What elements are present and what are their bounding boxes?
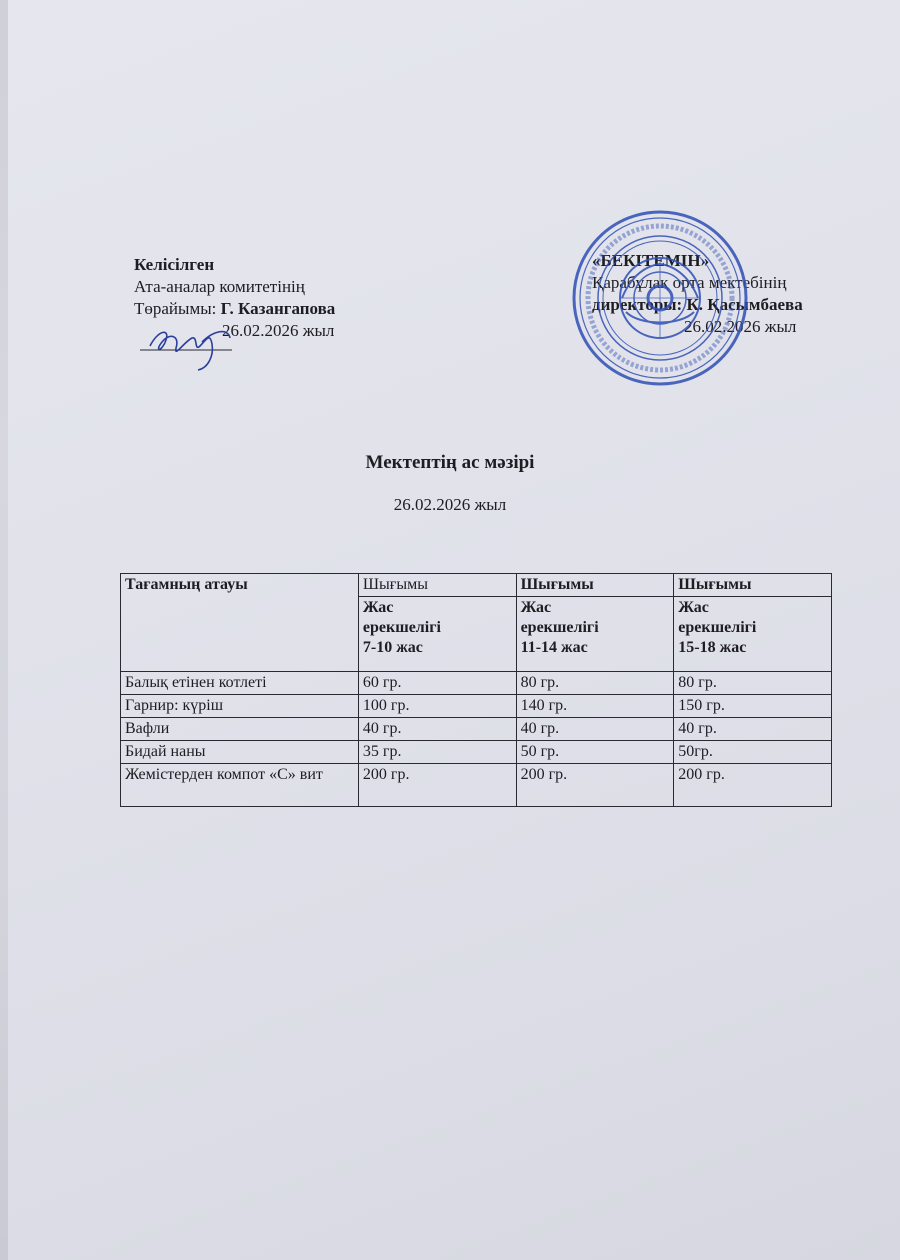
dish-output-11-14: 50 гр. <box>516 741 674 764</box>
dish-output-7-10: 100 гр. <box>358 695 516 718</box>
dish-output-15-18: 50гр. <box>674 741 832 764</box>
table-header-row <box>121 574 832 597</box>
table-row <box>121 718 832 741</box>
dish-output-15-18: 80 гр. <box>674 672 832 695</box>
approval-right-line2: директоры: К. Қасымбаева <box>592 295 803 314</box>
approval-left-role: Төрайымы: <box>134 299 217 318</box>
dish-output-7-10: 60 гр. <box>358 672 516 695</box>
signature-left <box>140 322 240 374</box>
dish-output-15-18: 40 гр. <box>674 718 832 741</box>
dish-name: Бидай наны <box>121 741 359 764</box>
dish-output-11-14: 40 гр. <box>516 718 674 741</box>
dish-output-15-18: 150 гр. <box>674 695 832 718</box>
dish-output-7-10: 35 гр. <box>358 741 516 764</box>
approval-right-line1: Қарабұлақ орта мектебінің <box>592 273 787 292</box>
age-group-1 <box>358 597 516 672</box>
approval-right-date: 26.02.2026 жыл <box>684 317 797 336</box>
header-dish-name: Тағамның атауы <box>121 574 359 672</box>
age-group-2-range: 11-14 жас <box>520 639 588 656</box>
dish-name: Балық етінен котлеті <box>121 672 359 695</box>
dish-name: Жемістерден компот «С» вит <box>121 764 359 807</box>
dish-output-7-10: 40 гр. <box>358 718 516 741</box>
approval-left-date: 26.02.2026 жыл <box>222 321 335 340</box>
header-output-1: Шығымы <box>358 574 516 597</box>
approval-left-role-line <box>134 298 335 320</box>
dish-output-11-14: 80 гр. <box>516 672 674 695</box>
dish-name: Гарнир: күріш <box>121 695 359 718</box>
table-row <box>121 764 832 807</box>
page-title: Мектептің ас мәзірі <box>365 452 535 473</box>
approval-right-heading: «БЕКІТЕМІН» <box>592 251 710 270</box>
dish-output-15-18: 200 гр. <box>674 764 832 807</box>
age-group-3-label: Жас ерекшелігі <box>678 599 757 636</box>
dish-output-11-14: 200 гр. <box>516 764 674 807</box>
approval-left-line1: Ата-аналар комитетінің <box>134 277 305 296</box>
dish-name: Вафли <box>121 718 359 741</box>
table-row <box>121 695 832 718</box>
approval-left-heading: Келісілген <box>134 255 215 274</box>
age-group-3 <box>674 597 832 672</box>
page-date: 26.02.2026 жыл <box>393 495 507 514</box>
menu-table <box>120 573 832 807</box>
header-output-3: Шығымы <box>674 574 832 597</box>
age-group-1-label: Жас ерекшелігі <box>362 599 441 636</box>
official-stamp <box>570 208 750 388</box>
age-group-2 <box>516 597 674 672</box>
age-group-3-range: 15-18 жас <box>678 639 747 656</box>
approval-left-name: Г. Казангапова <box>220 299 336 318</box>
dish-output-11-14: 140 гр. <box>516 695 674 718</box>
table-row <box>121 672 832 695</box>
age-group-1-range: 7-10 жас <box>362 639 423 656</box>
dish-output-7-10: 200 гр. <box>358 764 516 807</box>
age-group-2-label: Жас ерекшелігі <box>520 599 599 636</box>
header-output-2: Шығымы <box>516 574 674 597</box>
table-row <box>121 741 832 764</box>
